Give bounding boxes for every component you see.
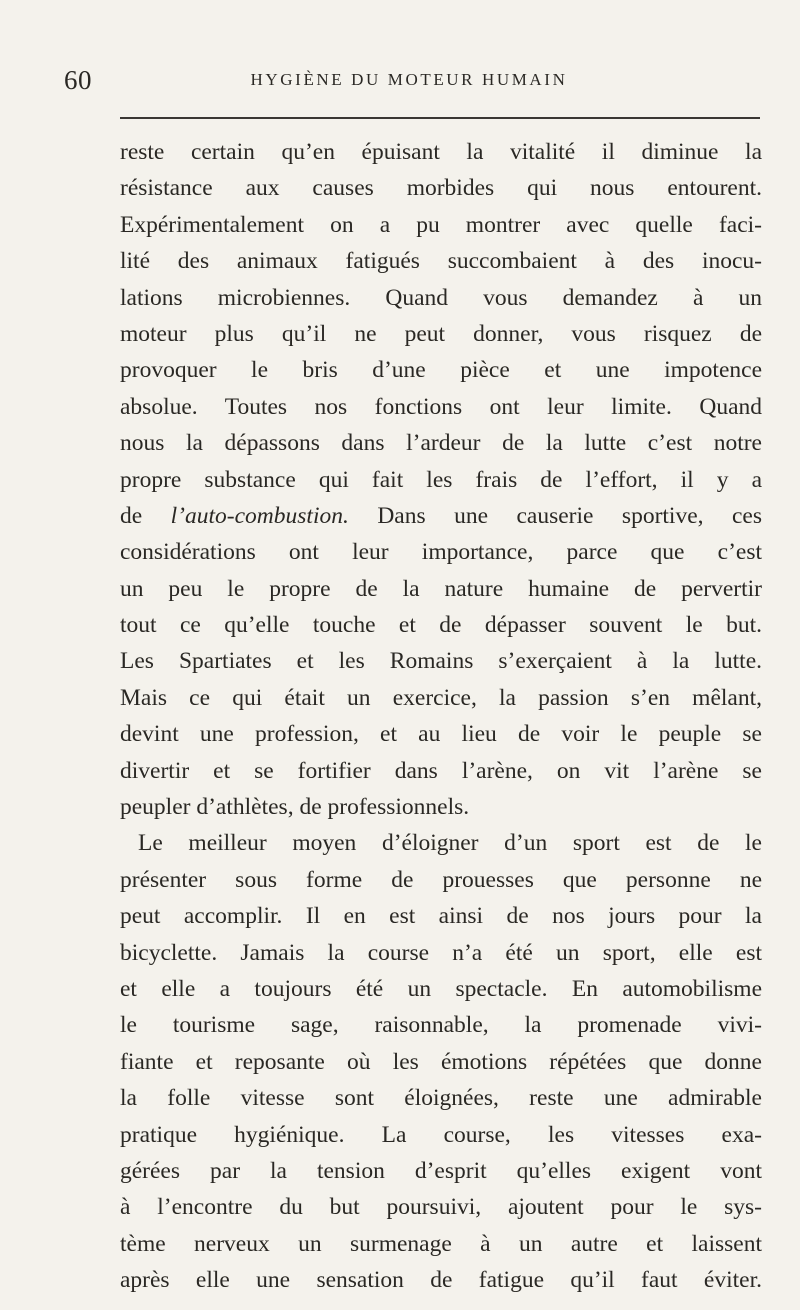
text-line: reste certain qu’en épuisant la vitalité il diminue la (120, 139, 762, 165)
text-line: présenter sous forme de prouesses que personne ne (120, 866, 762, 893)
body-text (120, 134, 762, 1299)
paragraph-start-line: Le meilleur moyen d’éloigner d’un sport est de le (138, 830, 762, 857)
text-line: gérées par la tension d’esprit qu’elles exigent vont (120, 1157, 762, 1184)
text-run: Dans une causerie sportive, ces (348, 502, 762, 529)
page-header (0, 60, 800, 100)
text-line: à l’encontre du but poursuivi, ajoutent pour le sys- (120, 1194, 762, 1221)
text-line: provoquer le bris d’une pièce et une impotence (120, 357, 762, 384)
text-line: après elle une sensation de fatigue qu’il faut éviter. (120, 1267, 762, 1294)
text-line: un peu le propre de la nature humaine de pervertir (120, 575, 762, 602)
text-line: le tourisme sage, raisonnable, la promenade vivi- (120, 1012, 762, 1039)
text-run: de (120, 502, 171, 529)
text-line: moteur plus qu’il ne peut donner, vous risquez de (120, 320, 762, 347)
text-line: fiante et reposante où les émotions répétées que donne (120, 1048, 762, 1075)
running-title: HYGIÈNE DU MOTEUR HUMAIN (250, 70, 568, 89)
text-line: pratique hygiénique. La course, les vitesses exa- (120, 1121, 762, 1148)
text-line: lations microbiennes. Quand vous demandez à un (120, 284, 762, 311)
text-line (120, 498, 762, 534)
text-line: et elle a toujours été un spectacle. En automobilisme (120, 975, 762, 1002)
text-line: tout ce qu’elle touche et de dépasser souvent le but. (120, 612, 762, 639)
text-line: propre substance qui fait les frais de l’effort, il y a (120, 466, 762, 493)
text-line: Mais ce qui était un exercice, la passion s’en mêlant, (120, 684, 762, 711)
page-number: 60 (64, 65, 92, 95)
text-line: Expérimentalement on a pu montrer avec quelle faci- (120, 211, 762, 238)
paragraph-end-line: peupler d’athlètes, de professionnels. (120, 794, 470, 821)
header-rule (120, 117, 760, 119)
text-line: lité des animaux fatigués succombaient à des inocu- (120, 248, 762, 275)
text-line: peut accomplir. Il en est ainsi de nos jours pour la (120, 903, 762, 930)
text-line: absolue. Toutes nos fonctions ont leur limite. Quand (120, 393, 762, 420)
text-line: Les Spartiates et les Romains s’exerçaient à la lutte. (120, 648, 762, 675)
text-line: divertir et se fortifier dans l’arène, on vit l’arène se (120, 757, 762, 784)
text-line: tème nerveux un surmenage à un autre et laissent (120, 1230, 762, 1257)
text-line: la folle vitesse sont éloignées, reste une admirable (120, 1085, 762, 1112)
text-line: résistance aux causes morbides qui nous entourent. (120, 175, 762, 202)
text-line: bicyclette. Jamais la course n’a été un sport, elle est (120, 939, 762, 966)
text-line: nous la dépassons dans l’ardeur de la lutte c’est notre (120, 430, 762, 457)
italic-term: l’auto-combustion. (170, 502, 349, 529)
text-line: devint une profession, et au lieu de voir le peuple se (120, 721, 762, 748)
text-line: considérations ont leur importance, parce que c’est (120, 539, 762, 566)
